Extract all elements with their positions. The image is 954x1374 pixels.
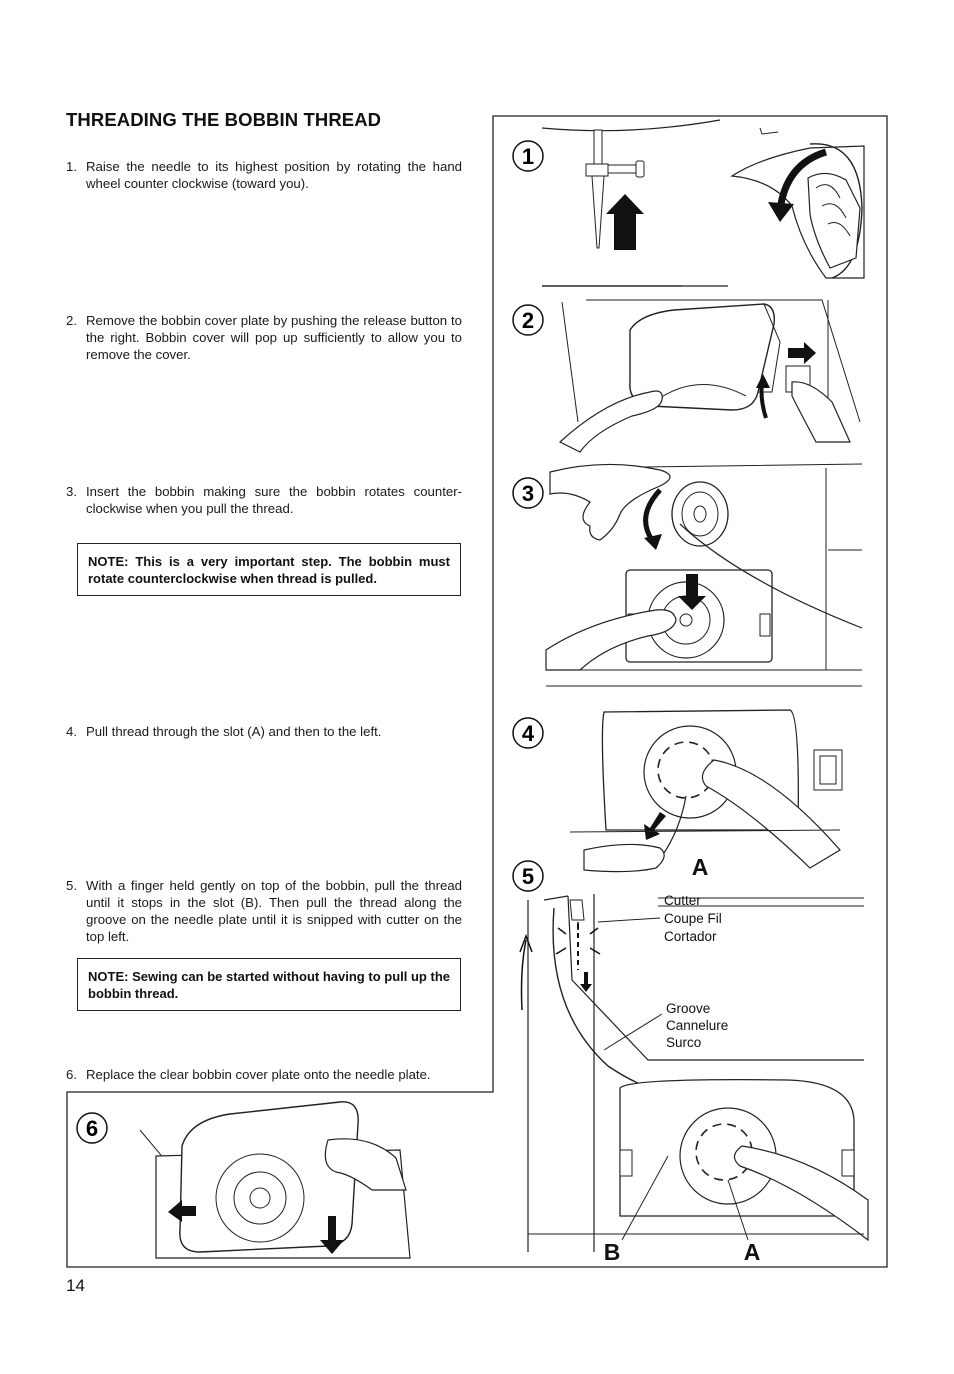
- step-text: Replace the clear bobbin cover plate onto the needle plate.: [86, 1067, 431, 1082]
- step-number: 6.: [66, 1067, 77, 1082]
- figure-1-raise-needle: [510, 118, 880, 288]
- slot-a-label: A: [691, 854, 709, 880]
- rotate-arrow-icon: [646, 490, 660, 540]
- page-number: 14: [66, 1276, 85, 1295]
- svg-text:3: 3: [521, 481, 535, 506]
- arrow-right-icon: [788, 342, 816, 364]
- figure-2-remove-cover: [510, 292, 880, 452]
- cutter-label-en: Cutter: [664, 893, 701, 908]
- cutter-label-fr: Coupe Fil: [664, 911, 722, 926]
- step-text: Insert the bobbin making sure the bobbin rotates counter-clockwise when you pull the thread.: [86, 484, 462, 516]
- arrow-down-icon: [580, 972, 592, 992]
- step-number: 3.: [66, 484, 77, 499]
- step-number: 5.: [66, 878, 77, 893]
- cutter-label-es: Cortador: [664, 929, 717, 944]
- step-number: 4.: [66, 724, 77, 739]
- step-text: Remove the bobbin cover plate by pushing the release button to the right. Bobbin cover will pop up sufficiently to allow you to remove the cover.: [86, 313, 462, 362]
- svg-text:2: 2: [521, 308, 535, 333]
- figure-5-groove-cutter: [508, 860, 884, 1265]
- groove-label-en: Groove: [666, 1001, 711, 1016]
- svg-text:5: 5: [521, 864, 535, 889]
- figure-4-pull-thread-slot-a: [510, 700, 880, 880]
- step-text: Raise the needle to its highest position by rotating the hand wheel counter clockwise (toward you).: [86, 159, 462, 191]
- figure-3-insert-bobbin: [510, 460, 880, 690]
- slot-a-label: A: [743, 1239, 761, 1265]
- step-number: 2.: [66, 313, 77, 328]
- figure-6-replace-cover: [70, 1094, 490, 1264]
- arrow-up-icon: [522, 940, 527, 1010]
- arrow-up-icon: [606, 194, 644, 250]
- slot-b-label: B: [603, 1239, 621, 1265]
- step-text: With a finger held gently on top of the bobbin, pull the thread until it stops in the slot (B). Then pull the thread along the groove on the needle plate until it is snipped with cutter on the top left.: [86, 878, 462, 944]
- step-number: 1.: [66, 159, 77, 174]
- page-title: THREADING THE BOBBIN THREAD: [66, 109, 382, 130]
- svg-text:6: 6: [85, 1116, 99, 1141]
- note-important: NOTE: This is a very important step. The bobbin must rotate counterclockwise when thread is pulled.: [77, 543, 461, 596]
- groove-label-fr: Cannelure: [666, 1018, 729, 1033]
- svg-text:4: 4: [521, 721, 535, 746]
- groove-label-es: Surco: [666, 1035, 702, 1050]
- step-text: Pull thread through the slot (A) and then to the left.: [86, 724, 382, 739]
- note-sewing: NOTE: Sewing can be started without having to pull up the bobbin thread.: [77, 958, 461, 1011]
- svg-text:1: 1: [521, 144, 535, 169]
